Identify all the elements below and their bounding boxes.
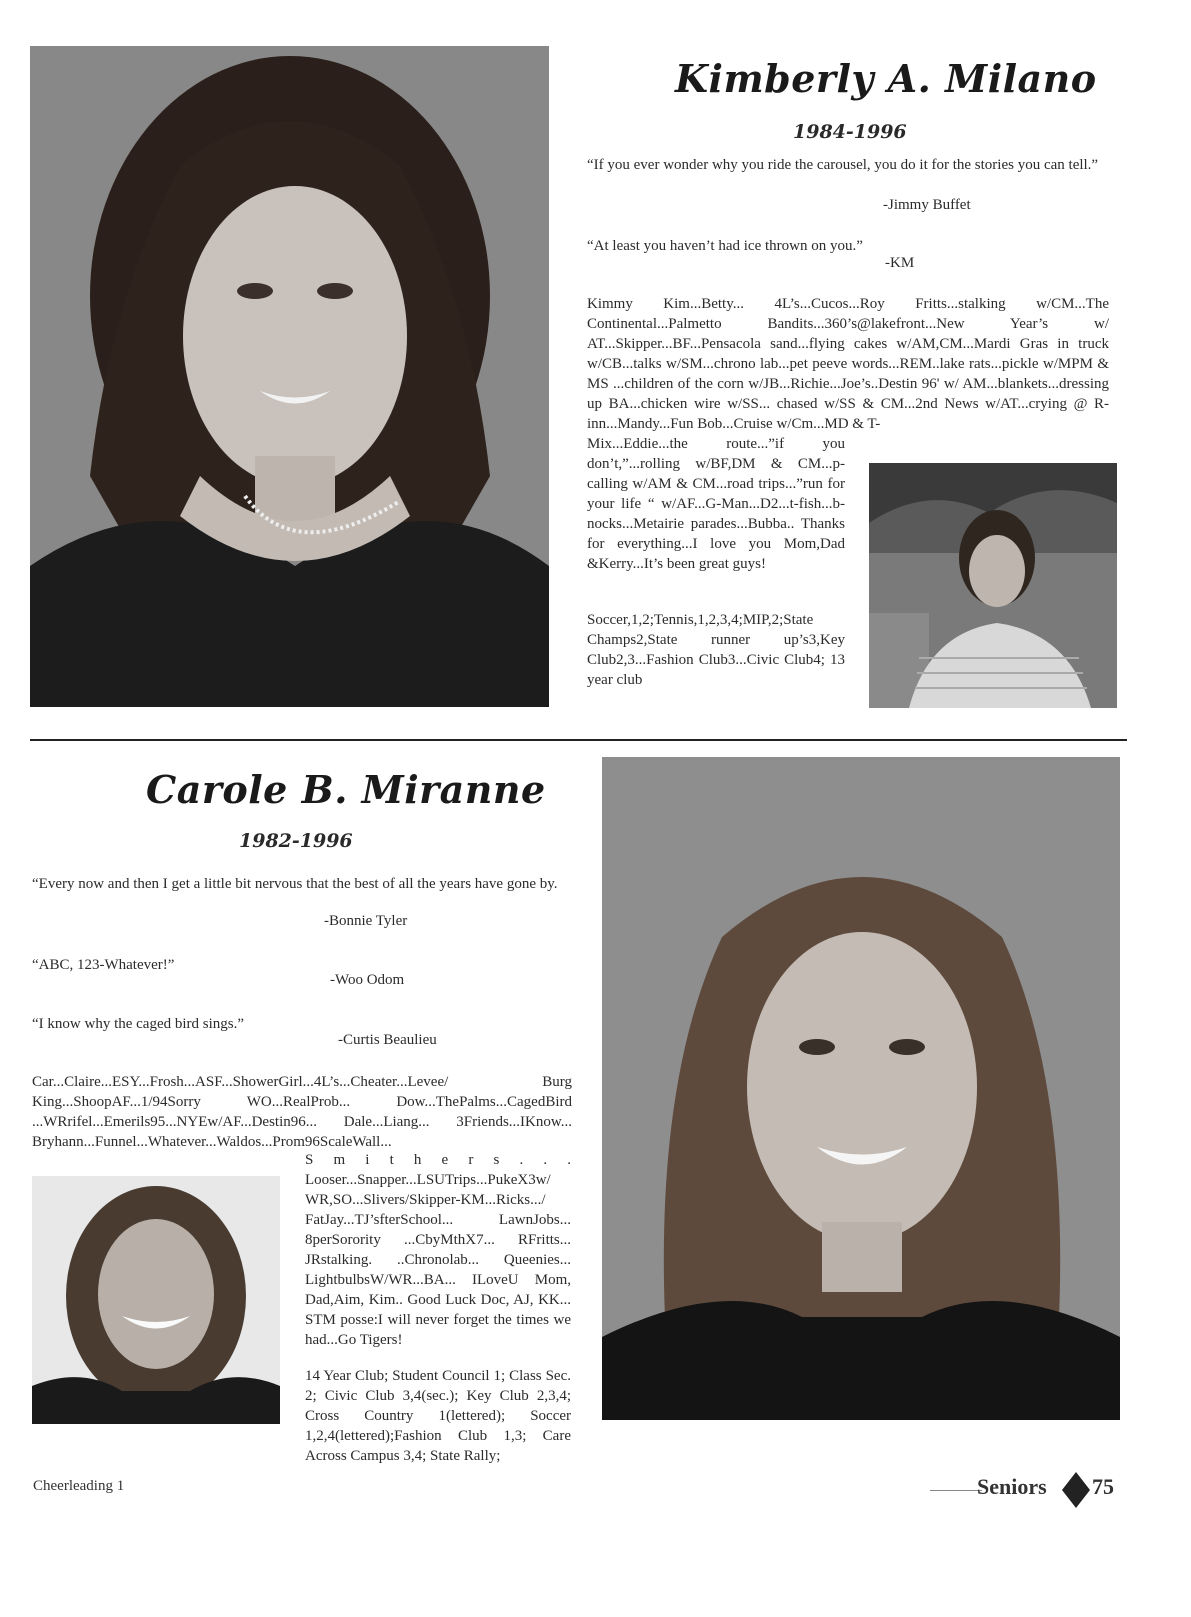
attendance-years: 1982-1996 (239, 830, 353, 852)
senior-memories: Car...Claire...ESY...Frosh...ASF...ShowerGirl...4L’s...Cheater...Levee/ Burg King...ShoopAF...1/94Sorry WO...RealProb... Dow...ThePalms...CagedBird ...WRrifel...Emerils95...NYEw/AF...Destin96... Dale...Liang... 3Friends...IKnow... Bryhann...Funnel...Whatever...Waldos...Prom96ScaleWall... (32, 1074, 572, 1150)
carole-portrait-photo (602, 757, 1120, 1420)
senior-quote: “At least you haven’t had ice thrown on you.” (587, 238, 863, 254)
senior-quote: “ABC, 123-Whatever!” (32, 957, 175, 973)
diamond-icon (1062, 1472, 1090, 1508)
senior-memories-continued: Mix...Eddie...the route...”if you don’t,”...rolling w/BF,DM & CM...p-calling w/AM & CM...road trips...”run for your life “ w/AF...G-Man...D2...t-fish...b-nocks...Metairie parades...Bubba.. Thanks for everything...I love you Mom,Dad &Kerry...It’s been great guys! (587, 436, 845, 572)
kimberly-portrait-photo (30, 46, 549, 707)
carole-candid-photo (32, 1176, 280, 1424)
section-label: Seniors (977, 1474, 1047, 1499)
quote-attribution: -Bonnie Tyler (324, 913, 408, 929)
section-divider (30, 739, 1127, 741)
page-number: 75 (1092, 1474, 1114, 1499)
student-name: Carole B. Miranne (146, 767, 546, 812)
quote-attribution: -Woo Odom (330, 972, 405, 988)
senior-activities-continued: Cheerleading 1 (33, 1478, 125, 1494)
quote-attribution: -Jimmy Buffet (883, 197, 971, 213)
attendance-years: 1984-1996 (793, 121, 907, 143)
senior-quote: “I know why the caged bird sings.” (32, 1016, 245, 1032)
senior-memories: Kimmy Kim...Betty... 4L’s...Cucos...Roy Fritts...stalking w/CM...The Continental...Palmetto Bandits...360’s@lakefront...New Year’s w/ AT...Skipper...BF...Pensacola sand...flying cakes w/AM,CM...Mardi Gras in truck w/CB...talks w/SM...chrono lab...pet peeve words...REM..lake rats...pickle w/MPM & MS ...children of the corn w/JB...Richie...Joe’s..Destin 96' w/ AM...blankets...dressing up BA...chicken wire w/SS... chased w/SS & CM...2nd News w/AT...crying @ R-inn...Mandy...Fun Bob...Cruise w/Cm...MD & T- (587, 296, 1109, 432)
senior-activities: 14 Year Club; Student Council 1; Class Sec. 2; Civic Club 3,4(sec.); Key Club 2,3,4; Cross Country 1(lettered); Soccer 1,2,4(lettered);Fashion Club 1,3; Care Across Campus 3,4; State Rally; (305, 1368, 571, 1464)
student-name: Kimberly A. Milano (675, 56, 1097, 101)
quote-attribution: -KM (885, 255, 915, 271)
footer-rule (930, 1490, 982, 1491)
senior-quote: “If you ever wonder why you ride the carousel, you do it for the stories you can tell.” (587, 157, 1099, 173)
senior-activities: Soccer,1,2;Tennis,1,2,3,4;MIP,2;State Champs2,State runner up’s3,Key Club2,3...Fashion Club3...Civic Club4; 13 year club (587, 612, 845, 688)
page-footer (930, 1468, 1130, 1508)
senior-memories-continued: S m i t h e r s . . . Looser...Snapper...LSUTrips...PukeX3w/ WR,SO...Slivers/Skipper-KM...Ricks.../ FatJay...TJ’sfterSchool... LawnJobs... 8perSorority ...CbyMthX7... RFritts... JRstalking. ..Chronolab... Queenies... LightbulbsW/WR...BA... ILoveU Mom, Dad,Aim, Kim.. Good Luck Doc, AJ, KK... STM posse:I will never forget the times we had...Go Tigers! (305, 1152, 571, 1348)
quote-attribution: -Curtis Beaulieu (338, 1032, 437, 1048)
kimberly-candid-photo (869, 463, 1117, 708)
senior-quote: “Every now and then I get a little bit nervous that the best of all the years have gone by. (32, 876, 558, 892)
